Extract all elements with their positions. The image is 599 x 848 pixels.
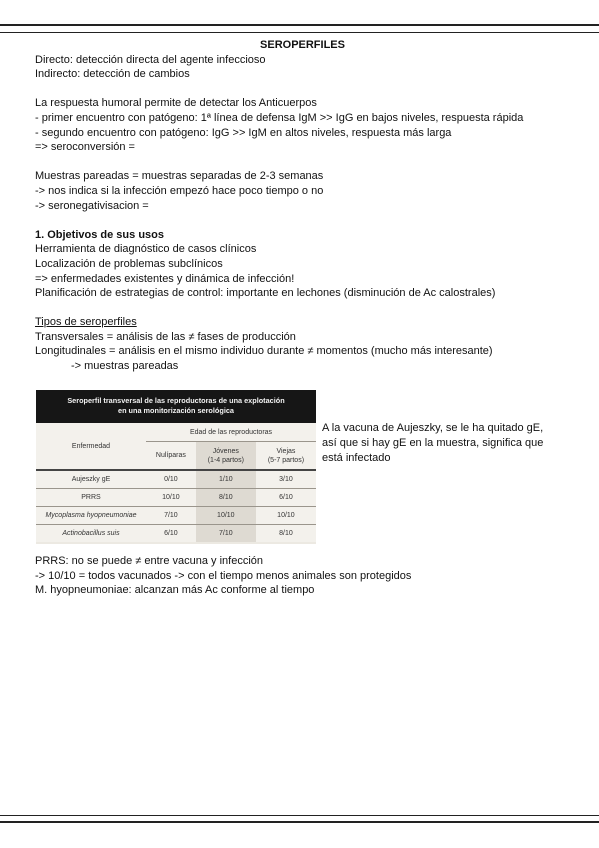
tipos-subline: -> muestras pareadas bbox=[71, 360, 179, 373]
page-title: SEROPERFILES bbox=[260, 39, 345, 51]
section-line: Planificación de estrategias de control: importante en lechones (disminución de Ac calostrales) bbox=[35, 287, 496, 300]
table-row: Actinobacillus suis 6/10 7/10 8/10 bbox=[36, 525, 316, 543]
table-row: Aujeszky gE 0/10 1/10 3/10 bbox=[36, 470, 316, 489]
conclusion-line: PRRS: no se puede ≠ entre vacuna y infección bbox=[35, 555, 264, 567]
col-header-group: Edad de las reproductoras bbox=[146, 423, 316, 442]
section-heading: 1. Objetivos de sus usos bbox=[35, 228, 164, 241]
bottom-rule-thin bbox=[0, 815, 599, 816]
humoral-line: - primer encuentro con patógeno: 1ª línea de defensa IgM >> IgG en bajos niveles, respuesta rápida bbox=[35, 111, 524, 124]
intro-line: Directo: detección directa del agente infeccioso bbox=[35, 53, 266, 66]
figure-title: Seroperfil transversal de las reproductoras de una explotación en una monitorización serológica bbox=[36, 390, 316, 423]
conclusion-line: M. hyopneumoniae: alcanzan más Ac conforme al tiempo bbox=[35, 584, 315, 597]
intro-line: Indirecto: detección de cambios bbox=[35, 68, 190, 81]
side-note: A la vacuna de Aujeszky, se le ha quitado gE, así que si hay gE en la muestra, significa que está infectado bbox=[322, 422, 544, 464]
seroprofile-table bbox=[36, 423, 316, 542]
tipos-line: Transversales = análisis de las ≠ fases de producción bbox=[35, 330, 296, 343]
top-rule-thick bbox=[0, 24, 599, 26]
pareadas-line: -> seronegativisacion = bbox=[35, 199, 149, 212]
section-line: => enfermedades existentes y dinámica de infección! bbox=[35, 272, 295, 285]
section-line: Localización de problemas subclínicos bbox=[35, 257, 223, 270]
table-row: Mycoplasma hyopneumoniae 7/10 10/10 10/10 bbox=[36, 507, 316, 525]
subsection-heading: Tipos de seroperfiles bbox=[35, 316, 137, 329]
col-header-jovenes: Jóvenes (1-4 partos) bbox=[196, 442, 256, 471]
seroprofile-table-figure bbox=[36, 390, 316, 544]
pareadas-line: -> nos indica si la infección empezó hace poco tiempo o no bbox=[35, 184, 324, 197]
humoral-line: La respuesta humoral permite de detectar los Anticuerpos bbox=[35, 97, 317, 110]
humoral-line: => seroconversión = bbox=[35, 141, 135, 154]
humoral-line: - segundo encuentro con patógeno: IgG >> IgM en altos niveles, respuesta más larga bbox=[35, 126, 452, 139]
table-row: PRRS 10/10 8/10 6/10 bbox=[36, 489, 316, 507]
col-header-nuliparas: Nulíparas bbox=[146, 442, 196, 471]
pareadas-line: Muestras pareadas = muestras separadas de 2-3 semanas bbox=[35, 170, 324, 183]
conclusions bbox=[35, 554, 570, 598]
top-rule-thin bbox=[0, 32, 599, 33]
section-line: Herramienta de diagnóstico de casos clínicos bbox=[35, 243, 257, 256]
document-body bbox=[35, 38, 570, 374]
bottom-rule-thick bbox=[0, 821, 599, 823]
tipos-line: Longitudinales = análisis en el mismo individuo durante ≠ momentos (mucho más interesante) bbox=[35, 345, 493, 358]
col-header-viejas: Viejas (5-7 partos) bbox=[256, 442, 316, 471]
conclusion-line: -> 10/10 = todos vacunados -> con el tiempo menos animales son protegidos bbox=[35, 569, 412, 582]
col-header-enfermedad: Enfermedad bbox=[36, 423, 146, 470]
